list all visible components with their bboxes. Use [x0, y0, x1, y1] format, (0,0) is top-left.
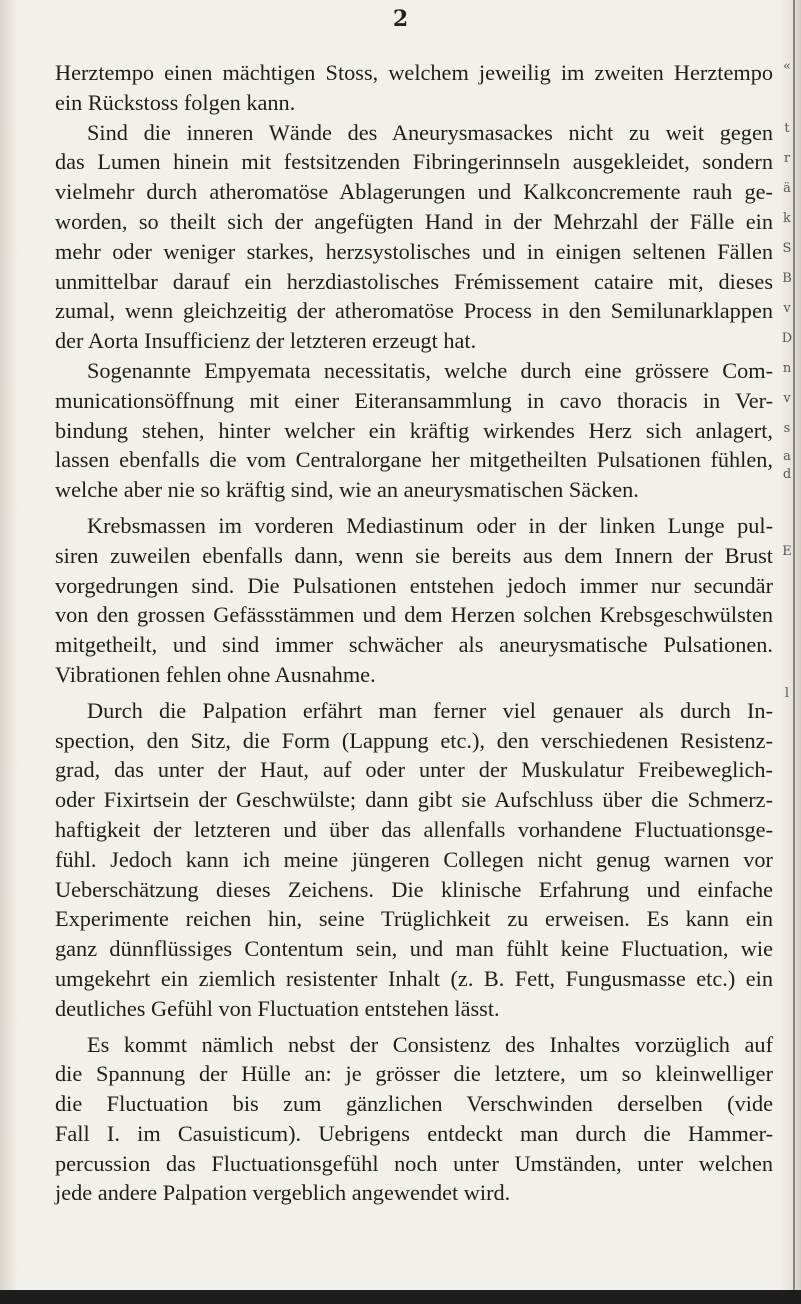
page-body-text	[55, 58, 773, 1208]
text-line: Krebsmassen im vorderen Mediastinum oder in der linken Lunge pul-	[87, 512, 773, 538]
paragraph	[55, 1030, 773, 1209]
text-line: worden, so theilt sich der angefügten Hand in der Mehrzahl der Fälle ein	[55, 208, 773, 234]
text-line: Sogenannte Empyemata necessitatis, welche durch eine grössere Com-	[87, 357, 773, 383]
margin-bleed-char: a	[783, 449, 791, 464]
text-line: die Spannung der Hülle an: je grösser die letztere, um so kleinwelliger	[55, 1061, 773, 1087]
text-line: Herztempo einen mächtigen Stoss, welchem jeweilig im zweiten Herztempo	[55, 60, 773, 85]
facing-page-rule	[793, 0, 795, 1290]
margin-bleed-char: S	[782, 241, 792, 256]
text-line: Vibrationen fehlen ohne Ausnahme.	[55, 661, 376, 687]
text-line: vielmehr durch atheromatöse Ablagerungen und Kalkconcremente rauh ge-	[55, 179, 773, 205]
text-line: jede andere Palpation vergeblich angewendet wird.	[55, 1180, 511, 1206]
text-line: bindung stehen, hinter welcher ein kräftig wirkendes Herz sich anlagert,	[55, 417, 773, 443]
page-number: 2	[392, 6, 409, 32]
margin-bleed-char: r	[783, 151, 791, 166]
text-line: lassen ebenfalls die vom Centralorgane her mitgetheilten Pulsationen fühlen,	[55, 447, 773, 473]
margin-bleed-char: v	[783, 301, 791, 316]
paragraph	[55, 511, 773, 690]
paragraph	[55, 696, 773, 1024]
text-line: mitgetheilt, und sind immer schwächer als aneurysmatische Pulsationen.	[55, 632, 773, 658]
text-line: grad, das unter der Haut, auf oder unter der Muskulatur Freibeweglich-	[55, 757, 773, 783]
margin-bleed-char: ä	[783, 181, 791, 196]
text-line: Experimente reichen hin, seine Trüglichkeit zu erweisen. Es kann ein	[55, 906, 773, 932]
text-line: Fall I. im Casuisticum). Uebrigens entdeckt man durch die Hammer-	[55, 1120, 773, 1146]
margin-bleed-char: k	[783, 211, 791, 226]
text-line: vorgedrungen sind. Die Pulsationen entstehen jedoch immer nur secundär	[55, 572, 773, 598]
text-line: fühl. Jedoch kann ich meine jüngeren Collegen nicht genug warnen vor	[55, 846, 773, 872]
text-line: Es kommt nämlich nebst der Consistenz des Inhaltes vorzüglich auf	[87, 1031, 773, 1057]
text-line: haftigkeit der letzteren und über das allenfalls vorhandene Fluctuationsge-	[55, 816, 773, 842]
text-line: umgekehrt ein ziemlich resistenter Inhalt (z. B. Fett, Fungusmasse etc.) ein	[55, 965, 773, 991]
text-line: oder Fixirtsein der Geschwülste; dann gibt sie Aufschluss über die Schmerz-	[55, 787, 773, 813]
margin-bleed-char: B	[782, 271, 792, 286]
text-line: das Lumen hinein mit festsitzenden Fibringerinnseln ausgekleidet, sondern	[55, 149, 773, 175]
text-line: der Aorta Insufficienz der letzteren erzeugt hat.	[55, 328, 477, 354]
gutter-shadow	[0, 0, 18, 1290]
text-line: zumal, wenn gleichzeitig der atheromatöse Process in den Semilunarklappen	[55, 298, 773, 324]
paragraph	[55, 118, 773, 356]
text-line: Sind die inneren Wände des Aneurysmasackes nicht zu weit gegen	[87, 119, 773, 145]
paragraph	[55, 58, 773, 118]
text-line: Durch die Palpation erfährt man ferner viel genauer als durch In-	[87, 697, 773, 723]
text-line: von den grossen Gefässstämmen und dem Herzen solchen Krebsgeschwülsten	[55, 602, 773, 628]
margin-bleed-char: «	[783, 59, 791, 74]
text-line: municationsöffnung mit einer Eiteransammlung in cavo thoracis in Ver-	[55, 387, 773, 413]
paragraph	[55, 356, 773, 505]
margin-bleed-char: t	[784, 121, 790, 136]
text-line: siren zuweilen ebenfalls dann, wenn sie bereits aus dem Innern der Brust	[55, 542, 773, 568]
scan-bottom-edge	[0, 1290, 801, 1304]
text-line: mehr oder weniger starkes, herzsystolisches und in einigen seltenen Fällen	[55, 238, 773, 264]
text-line: die Fluctuation bis zum gänzlichen Verschwinden derselben (vide	[55, 1091, 773, 1117]
text-line: spection, den Sitz, die Form (Lappung etc.), den verschiedenen Resistenz-	[55, 727, 773, 753]
text-line: ganz dünnflüssiges Contentum sein, und man fühlt keine Fluctuation, wie	[55, 936, 773, 962]
text-line: deutliches Gefühl von Fluctuation entstehen lässt.	[55, 995, 500, 1021]
text-line: percussion das Fluctuationsgefühl noch unter Umständen, unter welchen	[55, 1150, 773, 1176]
margin-bleed-char: n	[782, 361, 792, 376]
margin-bleed-char: v	[783, 391, 791, 406]
text-line: Ueberschätzung dieses Zeichens. Die klinische Erfahrung und einfache	[55, 876, 773, 902]
margin-bleed-char: l	[784, 686, 790, 701]
text-line: welche aber nie so kräftig sind, wie an aneurysmatischen Säcken.	[55, 477, 639, 503]
margin-bleed-char: E	[782, 544, 792, 559]
text-line: ein Rückstoss folgen kann.	[55, 89, 296, 115]
margin-bleed-char: s	[783, 421, 791, 436]
margin-bleed-char: D	[781, 331, 793, 346]
margin-bleed-char: d	[782, 467, 792, 482]
text-line: unmittelbar darauf ein herzdiastolisches Frémissement cataire mit, dieses	[55, 268, 773, 294]
